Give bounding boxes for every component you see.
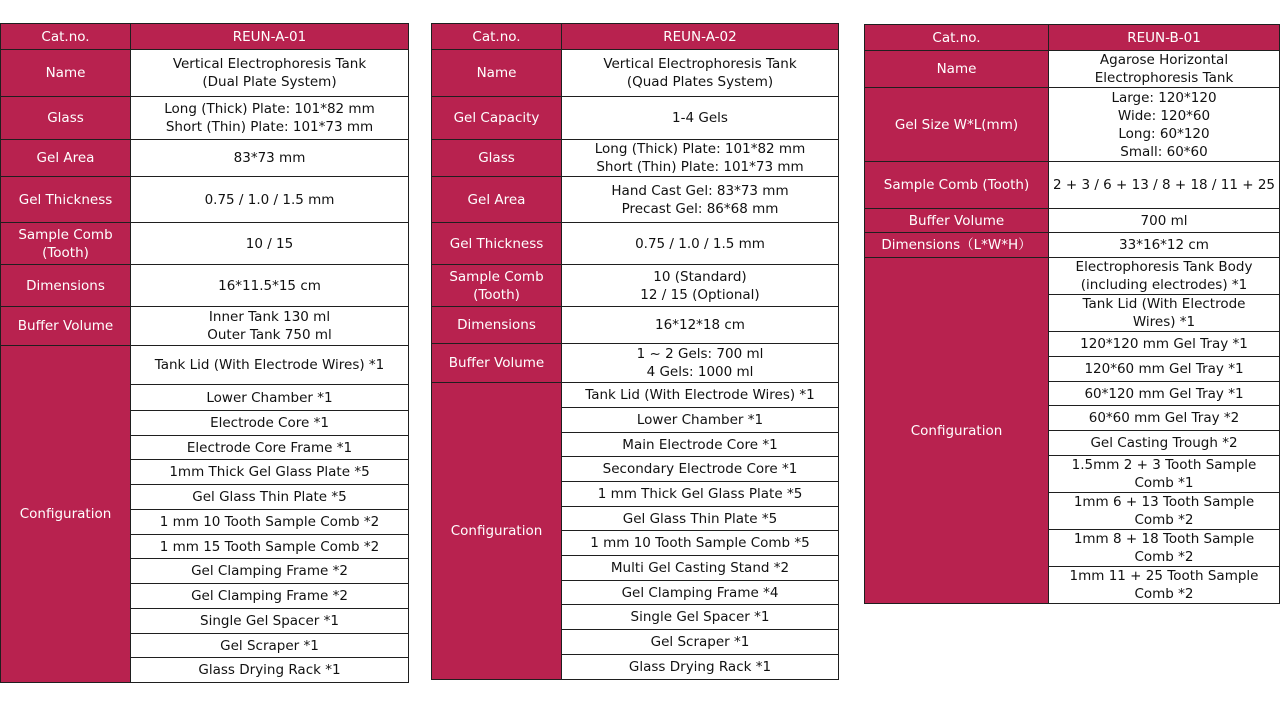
config-item: 1 mm 15 Tooth Sample Comb *2	[131, 535, 409, 559]
config-item: Gel Scraper *1	[562, 630, 839, 655]
config-item: Secondary Electrode Core *1	[562, 457, 839, 482]
label-name: Name	[1, 50, 131, 97]
config-item: 1mm 6 + 13 Tooth Sample Comb *2	[1049, 493, 1280, 530]
config-row	[865, 258, 1280, 295]
value-sample-comb: 10 (Standard) 12 / 15 (Optional)	[562, 265, 839, 307]
row-sample-comb	[432, 265, 839, 307]
config-item: Electrophoresis Tank Body (including electrodes) *1	[1049, 258, 1280, 295]
config-row	[1, 346, 409, 385]
config-item: Gel Scraper *1	[131, 634, 409, 658]
row-sample-comb	[1, 223, 409, 265]
label-configuration: Configuration	[432, 383, 562, 680]
config-row	[432, 383, 839, 408]
spec-table-reun-a-02	[431, 23, 839, 680]
label-dimensions: Dimensions（L*W*H）	[865, 233, 1049, 258]
value-gel-thickness: 0.75 / 1.0 / 1.5 mm	[131, 177, 409, 223]
config-item: Electrode Core *1	[131, 411, 409, 436]
spec-table-reun-a-01	[0, 23, 409, 683]
label-sample-comb: Sample Comb (Tooth)	[1, 223, 131, 265]
row-name	[432, 50, 839, 97]
config-item: 60*120 mm Gel Tray *1	[1049, 382, 1280, 406]
label-configuration: Configuration	[1, 346, 131, 683]
config-item: 1 mm 10 Tooth Sample Comb *2	[131, 510, 409, 535]
row-name	[865, 51, 1280, 88]
config-item: Glass Drying Rack *1	[562, 655, 839, 680]
label-sample-comb: Sample Comb (Tooth)	[865, 162, 1049, 209]
value-gel-size: Large: 120*120 Wide: 120*60 Long: 60*120 Small: 60*60	[1049, 88, 1280, 162]
row-gel-capacity	[432, 97, 839, 140]
row-dimensions	[865, 233, 1280, 258]
label-gel-capacity: Gel Capacity	[432, 97, 562, 140]
row-buffer-volume	[1, 307, 409, 346]
value-name: Agarose Horizontal Electrophoresis Tank	[1049, 51, 1280, 88]
config-item: 1.5mm 2 + 3 Tooth Sample Comb *1	[1049, 456, 1280, 493]
config-item: Electrode Core Frame *1	[131, 436, 409, 460]
config-item: Glass Drying Rack *1	[131, 658, 409, 683]
value-gel-area: 83*73 mm	[131, 140, 409, 177]
config-item: Lower Chamber *1	[562, 408, 839, 433]
value-gel-area: Hand Cast Gel: 83*73 mm Precast Gel: 86*68 mm	[562, 177, 839, 223]
config-item: Gel Clamping Frame *2	[131, 584, 409, 609]
config-item: Gel Casting Trough *2	[1049, 431, 1280, 456]
config-item: 1mm 8 + 18 Tooth Sample Comb *2	[1049, 530, 1280, 567]
label-name: Name	[865, 51, 1049, 88]
value-dimensions: 16*12*18 cm	[562, 307, 839, 344]
row-cat-no	[865, 25, 1280, 51]
config-item: Gel Glass Thin Plate *5	[562, 507, 839, 531]
label-gel-thickness: Gel Thickness	[1, 177, 131, 223]
value-glass: Long (Thick) Plate: 101*82 mm Short (Thin) Plate: 101*73 mm	[562, 140, 839, 177]
config-item: 1mm Thick Gel Glass Plate *5	[131, 460, 409, 485]
row-buffer-volume	[432, 344, 839, 383]
row-sample-comb	[865, 162, 1280, 209]
config-item: Tank Lid (With Electrode Wires) *1	[131, 346, 409, 385]
label-glass: Glass	[432, 140, 562, 177]
spec-table-reun-b-01	[864, 24, 1280, 604]
config-item: Multi Gel Casting Stand *2	[562, 556, 839, 581]
label-buffer-volume: Buffer Volume	[432, 344, 562, 383]
config-item: Gel Clamping Frame *4	[562, 581, 839, 605]
row-gel-area	[1, 140, 409, 177]
value-dimensions: 16*11.5*15 cm	[131, 265, 409, 307]
config-item: 1mm 11 + 25 Tooth Sample Comb *2	[1049, 567, 1280, 604]
value-gel-capacity: 1-4 Gels	[562, 97, 839, 140]
label-configuration: Configuration	[865, 258, 1049, 604]
config-item: Tank Lid (With Electrode Wires) *1	[1049, 295, 1280, 332]
value-cat-no: REUN-A-01	[131, 24, 409, 50]
value-glass: Long (Thick) Plate: 101*82 mm Short (Thin) Plate: 101*73 mm	[131, 97, 409, 140]
row-cat-no	[1, 24, 409, 50]
label-name: Name	[432, 50, 562, 97]
row-dimensions	[1, 265, 409, 307]
config-item: 60*60 mm Gel Tray *2	[1049, 406, 1280, 431]
config-item: 120*120 mm Gel Tray *1	[1049, 332, 1280, 357]
config-item: Single Gel Spacer *1	[131, 609, 409, 634]
label-cat-no: Cat.no.	[865, 25, 1049, 51]
label-dimensions: Dimensions	[432, 307, 562, 344]
config-item: 1 mm Thick Gel Glass Plate *5	[562, 482, 839, 507]
row-buffer-volume	[865, 209, 1280, 233]
row-gel-size	[865, 88, 1280, 162]
label-gel-area: Gel Area	[432, 177, 562, 223]
value-buffer-volume: Inner Tank 130 ml Outer Tank 750 ml	[131, 307, 409, 346]
label-gel-area: Gel Area	[1, 140, 131, 177]
value-name: Vertical Electrophoresis Tank (Dual Plate System)	[131, 50, 409, 97]
value-sample-comb: 2 + 3 / 6 + 13 / 8 + 18 / 11 + 25	[1049, 162, 1280, 209]
row-glass	[1, 97, 409, 140]
config-item: 120*60 mm Gel Tray *1	[1049, 357, 1280, 382]
value-dimensions: 33*16*12 cm	[1049, 233, 1280, 258]
label-gel-thickness: Gel Thickness	[432, 223, 562, 265]
label-dimensions: Dimensions	[1, 265, 131, 307]
row-dimensions	[432, 307, 839, 344]
value-cat-no: REUN-B-01	[1049, 25, 1280, 51]
config-item: Gel Clamping Frame *2	[131, 559, 409, 584]
label-gel-size: Gel Size W*L(mm)	[865, 88, 1049, 162]
row-gel-area	[432, 177, 839, 223]
config-item: Main Electrode Core *1	[562, 433, 839, 457]
config-item: Lower Chamber *1	[131, 385, 409, 411]
row-glass	[432, 140, 839, 177]
value-buffer-volume: 700 ml	[1049, 209, 1280, 233]
config-item: Gel Glass Thin Plate *5	[131, 485, 409, 510]
label-glass: Glass	[1, 97, 131, 140]
label-cat-no: Cat.no.	[432, 24, 562, 50]
config-item: Tank Lid (With Electrode Wires) *1	[562, 383, 839, 408]
config-item: Single Gel Spacer *1	[562, 605, 839, 630]
value-buffer-volume: 1 ~ 2 Gels: 700 ml 4 Gels: 1000 ml	[562, 344, 839, 383]
label-cat-no: Cat.no.	[1, 24, 131, 50]
value-name: Vertical Electrophoresis Tank (Quad Plates System)	[562, 50, 839, 97]
label-buffer-volume: Buffer Volume	[1, 307, 131, 346]
row-gel-thickness	[432, 223, 839, 265]
row-name	[1, 50, 409, 97]
label-buffer-volume: Buffer Volume	[865, 209, 1049, 233]
config-item: 1 mm 10 Tooth Sample Comb *5	[562, 531, 839, 556]
value-sample-comb: 10 / 15	[131, 223, 409, 265]
value-cat-no: REUN-A-02	[562, 24, 839, 50]
value-gel-thickness: 0.75 / 1.0 / 1.5 mm	[562, 223, 839, 265]
row-cat-no	[432, 24, 839, 50]
row-gel-thickness	[1, 177, 409, 223]
label-sample-comb: Sample Comb (Tooth)	[432, 265, 562, 307]
